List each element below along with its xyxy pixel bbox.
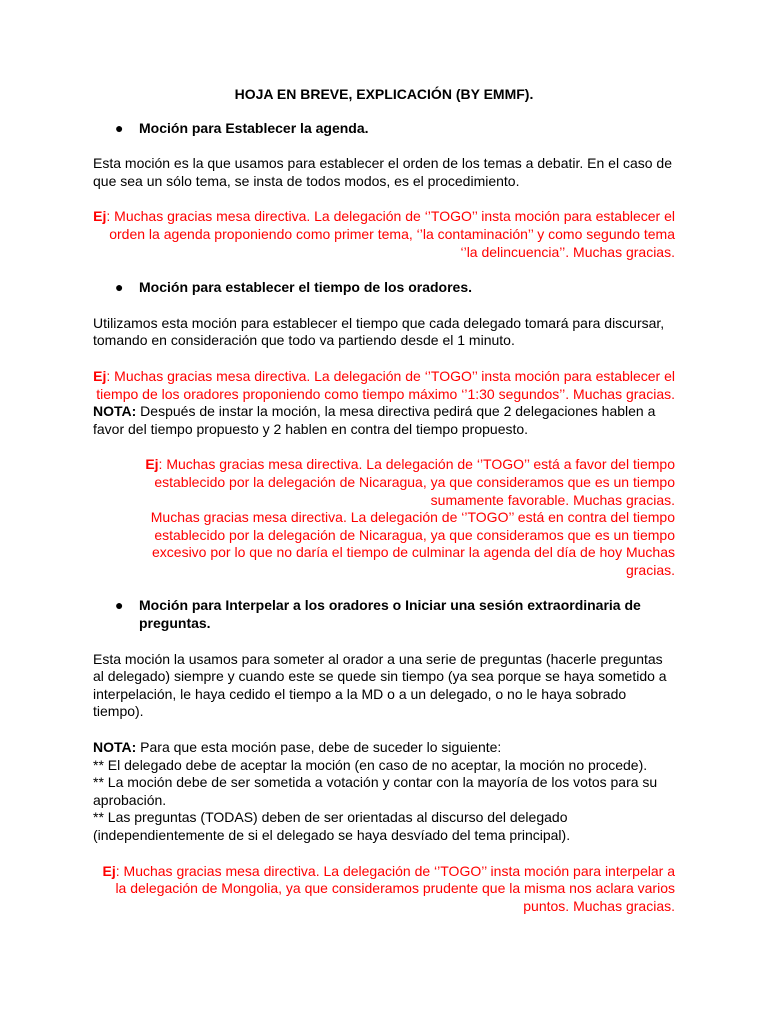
- note-text: Después de instar la moción, la mesa directiva pedirá que 2 delegaciones hablen a favor del tiempo propuesto y 2 hablen en contra del tiempo propuesto.: [93, 403, 656, 437]
- example-label: Ej: [145, 456, 159, 473]
- example-text: : Muchas gracias mesa directiva. La delegación de ‘’TOGO’’ está a favor del tiempo establecido por la delegación de Nicaragua, ya que consideramos que es un tiempo sumamente favorable. Muchas gracias.: [154, 456, 675, 508]
- note-block: [93, 403, 675, 438]
- note-text: Para que esta moción pase, debe de suceder lo siguiente:: [136, 739, 502, 756]
- bullet-icon: ●: [115, 279, 124, 296]
- example-block: [93, 208, 675, 261]
- note-example-block: [93, 456, 675, 579]
- note-example-contra: Muchas gracias mesa directiva. La delegación de ‘’TOGO’’ está en contra del tiempo establecido por la delegación de Nicaragua, ya que consideramos que es un tiempo excesivo por lo que no daría el tiempo de culminar la agenda del día de hoy Muchas gracias.: [150, 509, 675, 578]
- example-label: Ej: [102, 862, 116, 879]
- example-label: Ej: [93, 208, 107, 225]
- section-body: Esta moción la usamos para someter al orador a una serie de preguntas (hacerle preguntas al delegado) siempre y cuando este se quede sin tiempo (ya sea porque se haya sometido a interpelación, le haya cedido el tiempo a la MD o a un delegado, o no le haya sobrado tiempo).: [93, 650, 667, 720]
- section-body: Esta moción es la que usamos para establecer el orden de los temas a debatir. En el caso de que sea un sólo tema, se insta de todos modos, es el procedimiento.: [93, 155, 673, 189]
- note-label: NOTA:: [93, 403, 137, 420]
- document-page: [93, 86, 675, 915]
- section-heading-text: Moción para Interpelar a los oradores o Iniciar una sesión extraordinaria de preguntas.: [139, 597, 641, 632]
- section-heading-agenda: [93, 120, 675, 138]
- section-body: Utilizamos esta moción para establecer el tiempo que cada delegado tomará para discursar, tomando en consideración que todo va partiendo desde el 1 minuto.: [93, 314, 665, 349]
- note-item: ** La moción debe de ser sometida a votación y contar con la mayoría de los votos para su aprobación.: [93, 774, 658, 808]
- example-text: : Muchas gracias mesa directiva. La delegación de ‘’TOGO’’ insta moción para establecer el tiempo de los oradores proponiendo como tiempo máximo ‘’1:30 segundos’’. Muchas gracias.: [96, 367, 675, 402]
- bullet-icon: ●: [115, 119, 124, 136]
- example-block: [93, 863, 675, 916]
- section-heading-tiempo: [93, 279, 675, 297]
- note-item: ** Las preguntas (TODAS) deben de ser orientadas al discurso del delegado (independientemente de si el delegado se haya desvíado del tema principal).: [93, 809, 571, 843]
- note-example-favor: [141, 456, 675, 509]
- bullet-icon: ●: [115, 597, 124, 614]
- example-text: : Muchas gracias mesa directiva. La delegación de ‘’TOGO’’ insta moción para interpelar a la delegación de Mongolia, ya que consideramos prudente que la misma nos aclara varios puntos. Muchas gracias.: [115, 862, 675, 914]
- section-heading-text: Moción para establecer el tiempo de los oradores.: [139, 279, 472, 296]
- section-heading-interpelar: [93, 597, 675, 632]
- example-text: : Muchas gracias mesa directiva. La delegación de ‘’TOGO’’ insta moción para establecer el orden la agenda proponiendo como primer tema, ‘’la contaminación’’ y como segundo tema ‘’la delincuencia’’. Muchas gracias.: [106, 208, 675, 260]
- note-block: [93, 739, 675, 845]
- section-heading-text: Moción para Establecer la agenda.: [139, 119, 369, 136]
- note-intro: [93, 739, 675, 757]
- note-item: ** El delegado debe de aceptar la moción (en caso de no aceptar, la moción no procede).: [93, 756, 648, 773]
- page-title: HOJA EN BREVE, EXPLICACIÓN (BY EMMF).: [234, 86, 534, 102]
- example-label: Ej: [93, 367, 107, 384]
- note-label: NOTA:: [93, 739, 137, 756]
- example-block: [93, 368, 675, 403]
